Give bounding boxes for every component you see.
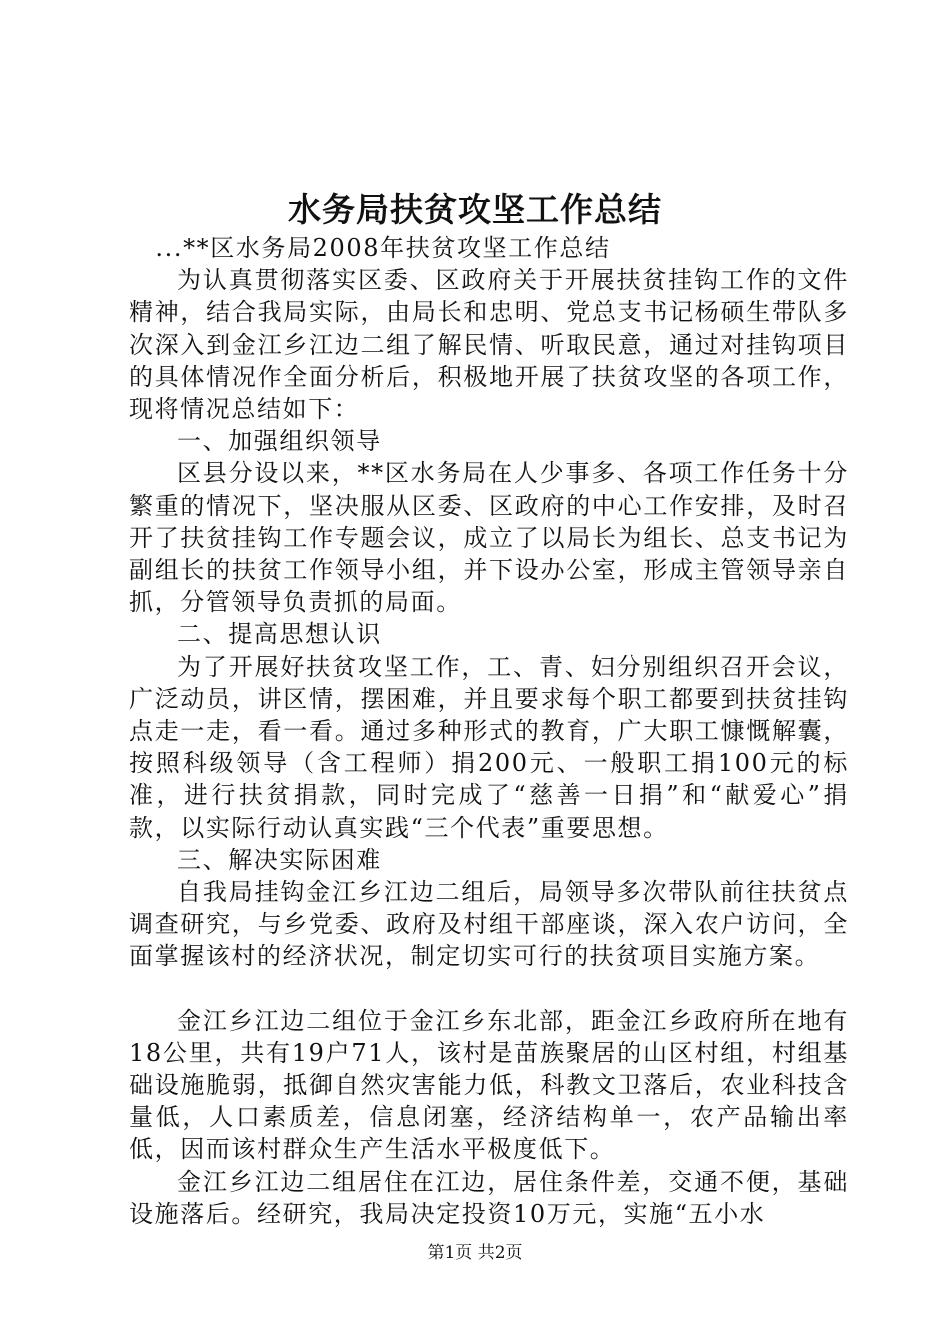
section-heading-1: 一、加强组织领导: [177, 427, 382, 456]
document-subtitle: ...**区水务局2008年扶贫攻坚工作总结: [155, 234, 611, 262]
page-footer: 第1页 共2页: [427, 1243, 523, 1263]
section-3-paragraph-3: 金江乡江边二组居住在江边，居住条件差，交通不便，基础设施落后。经研究，我局决定投资10万元，实施“五小水: [129, 1167, 849, 1228]
section-heading-3: 三、解决实际困难: [177, 845, 382, 874]
section-2-paragraph: 为了开展好扶贫攻坚工作，工、青、妇分别组织召开会议，广泛动员，讲区情，摆困难，并且要求每个职工都要到扶贫挂钩点走一走，看一看。通过多种形式的教育，广大职工慷慨解囊，按照科级领导（含工程师）捐200元、一般职工捐100元的标准，进行扶贫捐款，同时完成了“慈善一日捐”和“献爱心”捐款，以实际行动认真实践“三个代表”重要思想。: [129, 652, 849, 842]
section-3-paragraph-2: 金江乡江边二组位于金江乡东北部，距金江乡政府所在地有18公里，共有19户71人，该村是苗族聚居的山区村组，村组基础设施脆弱，抵御自然灾害能力低，科教文卫落后，农业科技含量低，人口素质差，信息闭塞，经济结构单一，农产品输出率低，因而该村群众生产生活水平极度低下。: [129, 1006, 849, 1164]
document-title: 水务局扶贫攻坚工作总结: [288, 190, 662, 229]
intro-paragraph: 为认真贯彻落实区委、区政府关于开展扶贫挂钩工作的文件精神，结合我局实际，由局长和忠明、党总支书记杨硕生带队多次深入到金江乡江边二组了解民情、听取民意，通过对挂钩项目的具体情况作全面分析后，积极地开展了扶贫攻坚的各项工作，现将情况总结如下：: [129, 266, 849, 424]
section-1-paragraph: 区县分设以来，**区水务局在人少事多、各项工作任务十分繁重的情况下，坚决服从区委、区政府的中心工作安排，及时召开了扶贫挂钩工作专题会议，成立了以局长为组长、总支书记为副组长的扶贫工作领导小组，并下设办公室，形成主管领导亲自抓，分管领导负责抓的局面。: [129, 459, 849, 617]
section-heading-2: 二、提高思想认识: [177, 620, 382, 649]
section-3-paragraph-1: 自我局挂钩金江乡江边二组后，局领导多次带队前往扶贫点调查研究，与乡党委、政府及村组干部座谈，深入农户访问，全面掌握该村的经济状况，制定切实可行的扶贫项目实施方案。: [129, 878, 849, 971]
paragraph-gap: [129, 973, 849, 1005]
document-body: [129, 232, 849, 1230]
